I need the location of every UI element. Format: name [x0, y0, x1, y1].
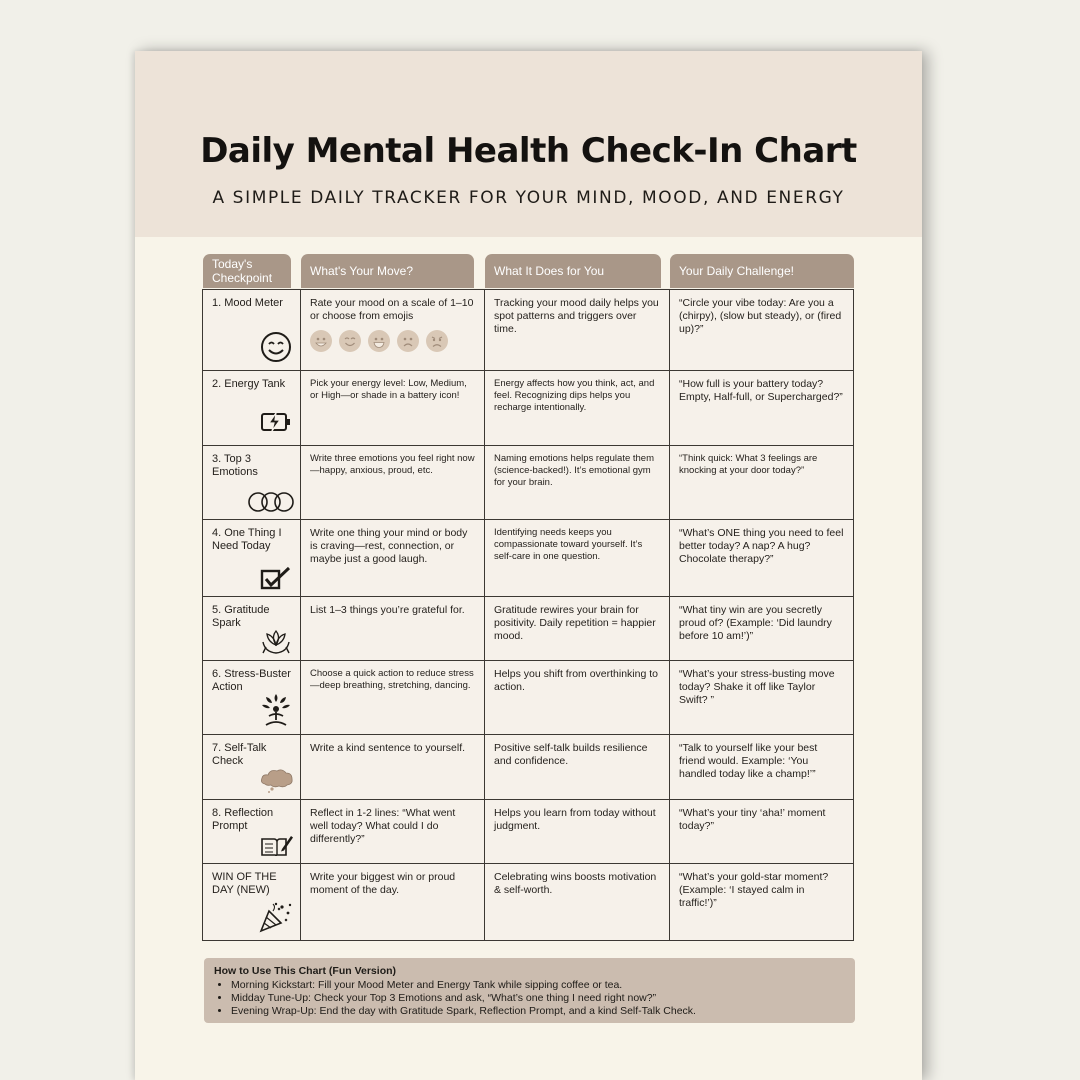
- does-cell: Energy affects how you think, act, and feel. Recognizing dips helps you recharge intentionally.: [494, 378, 655, 413]
- how-to-use-box: [204, 958, 855, 1023]
- move-cell: List 1–3 things you’re grateful for.: [310, 604, 465, 616]
- challenge-cell: “What’s your tiny ‘aha!’ moment today?”: [679, 807, 826, 832]
- row-label-energy-tank: 2. Energy Tank: [212, 378, 286, 390]
- journal-pen-icon: [260, 833, 294, 857]
- challenge-cell: “What’s ONE thing you need to feel better today? A nap? A hug? Chocolate therapy?”: [679, 527, 844, 565]
- challenge-cell: “What tiny win are you secretly proud of? (Example: ‘Did laundry before 10 am!’)”: [679, 604, 832, 642]
- page-title: Daily Mental Health Check-In Chart: [200, 131, 857, 171]
- title-banner: [135, 51, 922, 237]
- does-cell: Gratitude rewires your brain for positivity. Daily repetition = happier mood.: [494, 604, 656, 642]
- challenge-cell: “How full is your battery today? Empty, Half-full, or Supercharged?”: [679, 378, 843, 403]
- row-label-reflection: 8. Reflection Prompt: [212, 807, 274, 832]
- move-cell: Write a kind sentence to yourself.: [310, 742, 466, 754]
- how-to-item: • Midday Tune-Up: Check your Top 3 Emotions and ask, “What’s one thing I need right now?”: [231, 992, 845, 1005]
- does-cell: Helps you shift from overthinking to action.: [494, 668, 658, 693]
- how-to-list: [214, 979, 845, 1018]
- column-header-move: What's Your Move?: [301, 254, 474, 288]
- column-header-does: What It Does for You: [485, 254, 661, 288]
- battery-charging-icon: [260, 410, 292, 434]
- challenge-cell: “What’s your stress-busting move today? Shake it off like Taylor Swift? ”: [679, 668, 835, 706]
- meditation-icon: [258, 690, 294, 730]
- row-label-mood-meter: 1. Mood Meter: [212, 297, 283, 309]
- does-cell: Tracking your mood daily helps you spot patterns and triggers over time.: [494, 297, 659, 335]
- thought-cloud-icon: [259, 766, 295, 794]
- move-cell: Write three emotions you feel right now—happy, anxious, proud, etc.: [310, 453, 475, 476]
- challenge-cell: “Circle your vibe today: Are you a (chirpy), (slow but steady), or (fired up)?”: [679, 297, 842, 335]
- challenge-cell: “Think quick: What 3 feelings are knocking at your door today?”: [679, 453, 818, 476]
- move-cell: [301, 290, 484, 370]
- move-cell: Reflect in 1-2 lines: “What went well today? What could I do differently?”: [310, 807, 456, 845]
- page-subtitle: A SIMPLE DAILY TRACKER FOR YOUR MIND, MOOD, AND ENERGY: [212, 188, 845, 208]
- move-cell: Pick your energy level: Low, Medium, or High—or shade in a battery icon!: [310, 378, 467, 401]
- does-cell: Helps you learn from today without judgment.: [494, 807, 656, 832]
- grin-emoji-icon[interactable]: [310, 330, 332, 352]
- emoji-scale: [310, 330, 475, 352]
- column-header-checkpoint: Today's Checkpoint: [203, 254, 291, 288]
- chart-sheet: [135, 51, 922, 1080]
- upset-emoji-icon[interactable]: [426, 330, 448, 352]
- does-cell: Positive self-talk builds resilience and confidence.: [494, 742, 648, 767]
- move-cell: Write one thing your mind or body is craving—rest, connection, or maybe just a good laugh.: [310, 527, 468, 565]
- challenge-cell: “Talk to yourself like your best friend would. Example: ‘You handled today like a champ!’”: [679, 742, 818, 780]
- challenge-cell: “What’s your gold-star moment? (Example: ‘I stayed calm in traffic!’)”: [679, 871, 829, 909]
- row-label-one-thing: 4. One Thing I Need Today: [212, 527, 282, 552]
- how-to-item: • Evening Wrap-Up: End the day with Gratitude Spark, Reflection Prompt, and a kind Self-Talk Check.: [231, 1005, 845, 1018]
- row-label-win-of-the-day: WIN OF THE DAY (NEW): [212, 871, 277, 896]
- column-header-challenge: Your Daily Challenge!: [670, 254, 854, 288]
- row-label-top-3-emotions: 3. Top 3 Emotions: [212, 453, 258, 478]
- how-to-item: • Morning Kickstart: Fill your Mood Meter and Energy Tank while sipping coffee or tea.: [231, 979, 845, 992]
- checkin-table: [202, 289, 854, 941]
- smiley-icon: [260, 331, 292, 363]
- does-cell: Celebrating wins boosts motivation & self-worth.: [494, 871, 657, 896]
- lotus-hands-icon: [260, 628, 292, 656]
- move-cell: Choose a quick action to reduce stress—deep breathing, stretching, dancing.: [310, 668, 474, 691]
- row-label-self-talk: 7. Self-Talk Check: [212, 742, 267, 767]
- row-label-gratitude-spark: 5. Gratitude Spark: [212, 604, 270, 629]
- laugh-emoji-icon[interactable]: [368, 330, 390, 352]
- does-cell: Identifying needs keeps you compassionate toward yourself. It’s self-care in one question.: [494, 527, 643, 562]
- party-popper-icon: [258, 901, 294, 933]
- how-to-heading: How to Use This Chart (Fun Version): [214, 965, 397, 977]
- move-cell: Write your biggest win or proud moment of the day.: [310, 871, 456, 896]
- smile-emoji-icon[interactable]: [339, 330, 361, 352]
- sad-emoji-icon[interactable]: [397, 330, 419, 352]
- move-text: Rate your mood on a scale of 1–10 or choose from emojis: [310, 297, 474, 322]
- row-label-stress-buster: 6. Stress-Buster Action: [212, 668, 291, 693]
- does-cell: Naming emotions helps regulate them (science-backed!). It’s emotional gym for your brain.: [494, 453, 655, 488]
- three-circles-icon: [247, 491, 295, 513]
- checkbox-icon: [260, 565, 294, 591]
